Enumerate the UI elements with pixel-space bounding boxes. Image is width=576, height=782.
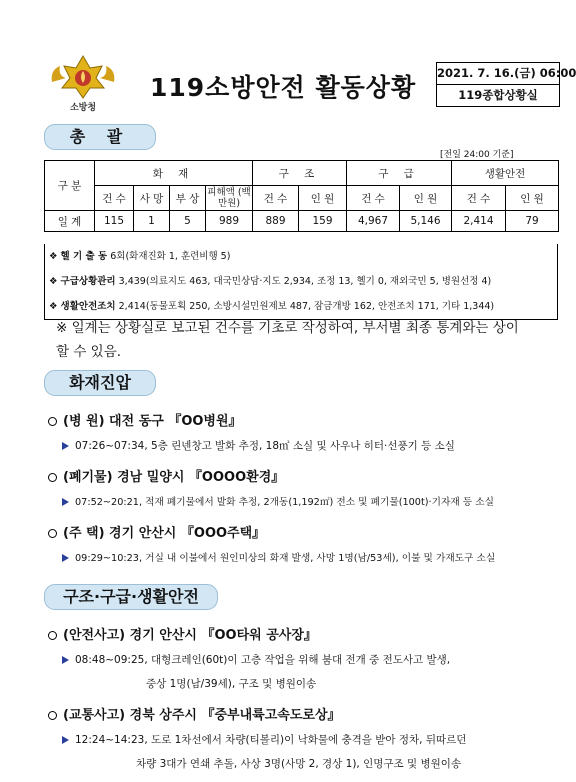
report-date: 2021. 7. 16.(금) 06:00 [437, 63, 559, 85]
circle-bullet-icon [48, 417, 57, 426]
rescue-item-heading [48, 704, 341, 723]
circle-bullet-icon [48, 711, 57, 720]
rescue-item-heading [48, 624, 317, 643]
triangle-bullet-icon [62, 736, 69, 744]
page-title: 119소방안전 활동상황 [150, 73, 417, 102]
table-cell: 5,146 [400, 211, 452, 232]
rescue-section-title: 구조·구급·생활안전 [44, 584, 218, 610]
agency-logo [46, 52, 120, 112]
table-cell: 79 [506, 211, 559, 232]
sub-fire-injury: 부 상 [170, 186, 206, 211]
note-ems-management: ❖ 구급상황관리 3,439(의료지도 463, 대국민상담·지도 2,934, 조정 13, 헬기 0, 재외국민 5, 병원선정 4) [49, 276, 492, 287]
table-cell: 5 [170, 211, 206, 232]
fire-item-detail [62, 550, 495, 564]
heading-text: (주 택) 경기 안산시 『OOO주택』 [63, 526, 266, 541]
triangle-bullet-icon [62, 442, 69, 450]
table-cell: 4,967 [347, 211, 400, 232]
note-text: 6회(화재진화 1, 훈련비행 5) [110, 251, 231, 262]
note-safety-actions: ❖ 생활안전조치 2,414(동물포획 250, 소방시설민원제보 487, 잠금개방 162, 안전조치 171, 기타 1,344) [49, 301, 495, 312]
fire-item-heading [48, 466, 284, 485]
note-label: 생활안전조치 [60, 301, 116, 312]
note-text: 3,439(의료지도 463, 대국민상담·지도 2,934, 조정 13, 헬기 0, 재외국민 5, 병원선정 4) [118, 276, 492, 287]
date-box [436, 62, 576, 107]
table-cell: 989 [206, 211, 253, 232]
fire-item-heading [48, 522, 265, 541]
triangle-bullet-icon [62, 656, 69, 664]
heading-text: (안전사고) 경기 안산시 『OO타워 공사장』 [63, 628, 317, 643]
header-rescue: 구 조 [253, 161, 347, 186]
sub-safety-persons: 인 원 [506, 186, 559, 211]
detail-text: 09:29~10:23, 거실 내 이불에서 원인미상의 화재 발생, 사망 1명(남/53세), 이불 및 가재도구 소실 [75, 553, 496, 564]
note-text: 2,414(동물포획 250, 소방시설민원제보 487, 잠금개방 162, 안전조치 171, 기타 1,344) [118, 301, 495, 312]
sub-ems-persons: 인 원 [400, 186, 452, 211]
circle-bullet-icon [48, 529, 57, 538]
fire-item-detail [62, 438, 455, 453]
fire-item-detail [62, 494, 494, 508]
summary-table [44, 160, 559, 232]
table-cell: 889 [253, 211, 299, 232]
summary-notes [44, 244, 558, 320]
sub-fire-damage: 피해액 (백만원) [207, 187, 251, 209]
detail-text: 08:48~09:25, 대형크레인(60t)이 고층 작업을 위해 붐대 전개 중 전도사고 발생, [75, 654, 451, 666]
rescue-item-detail-cont: 중상 1명(남/39세), 구조 및 병원이송 [146, 678, 317, 690]
remark-text: ※ 일계는 상황실로 보고된 건수를 기초로 작성하여, 부서별 최종 통계와는 상이할 수 있음. [56, 320, 519, 360]
header-safety: 생활안전 [452, 161, 559, 186]
rescue-item-detail-cont: 차량 3대가 연쇄 추돌, 사상 3명(사망 2, 경상 1), 인명구조 및 병원이송 [136, 758, 462, 770]
table-row [45, 211, 559, 232]
sub-rescue-persons: 인 원 [299, 186, 347, 211]
header-category: 구 분 [45, 161, 95, 211]
sub-fire-count: 건 수 [95, 186, 134, 211]
circle-bullet-icon [48, 473, 57, 482]
sub-rescue-count: 건 수 [253, 186, 299, 211]
detail-text: 07:52~20:21, 적재 폐기물에서 발화 추정, 2개동(1,192㎡) 전소 및 폐기물(100t)·기자재 등 소실 [75, 497, 494, 508]
triangle-bullet-icon [62, 554, 69, 562]
logo-text: 소방청 [69, 103, 97, 113]
detail-text: 12:24~14:23, 도로 1차선에서 차량(티볼리)이 낙화물에 충격을 받아 정차, 뒤따르던 [75, 734, 467, 746]
table-cell: 115 [95, 211, 134, 232]
fire-emblem-icon [46, 52, 120, 102]
note-label: 구급상황관리 [60, 276, 116, 287]
note-helicopter: ❖ 헬 기 출 동 6회(화재진화 1, 훈련비행 5) [49, 251, 231, 262]
rescue-item-detail [62, 652, 450, 667]
triangle-bullet-icon [62, 498, 69, 506]
row-label: 일 계 [45, 211, 95, 232]
table-cell: 159 [299, 211, 347, 232]
fire-item-heading [48, 410, 242, 429]
rescue-item-detail [62, 732, 466, 747]
note-label: 헬 기 출 동 [60, 251, 108, 262]
circle-bullet-icon [48, 631, 57, 640]
sub-fire-death: 사 망 [134, 186, 170, 211]
header-ems: 구 급 [347, 161, 452, 186]
heading-text: (병 원) 대전 동구 『OO병원』 [63, 414, 242, 429]
table-cell: 1 [134, 211, 170, 232]
table-cell: 2,414 [452, 211, 506, 232]
basis-time: [전일 24:00 기준] [440, 150, 514, 160]
heading-text: (교통사고) 경북 상주시 『중부내륙고속도로상』 [63, 708, 341, 723]
summary-section-title: 총 괄 [44, 124, 156, 150]
sub-safety-count: 건 수 [452, 186, 506, 211]
sub-ems-count: 건 수 [347, 186, 400, 211]
fire-section-title: 화재진압 [44, 370, 156, 396]
heading-text: (폐기물) 경남 밀양시 『OOOO환경』 [63, 470, 285, 485]
header-fire: 화 재 [95, 161, 253, 186]
detail-text: 07:26~07:34, 5층 린넨창고 발화 추정, 18㎡ 소실 및 사우나 히터·선풍기 등 소실 [75, 440, 455, 452]
report-office: 119종합상황실 [458, 88, 538, 102]
